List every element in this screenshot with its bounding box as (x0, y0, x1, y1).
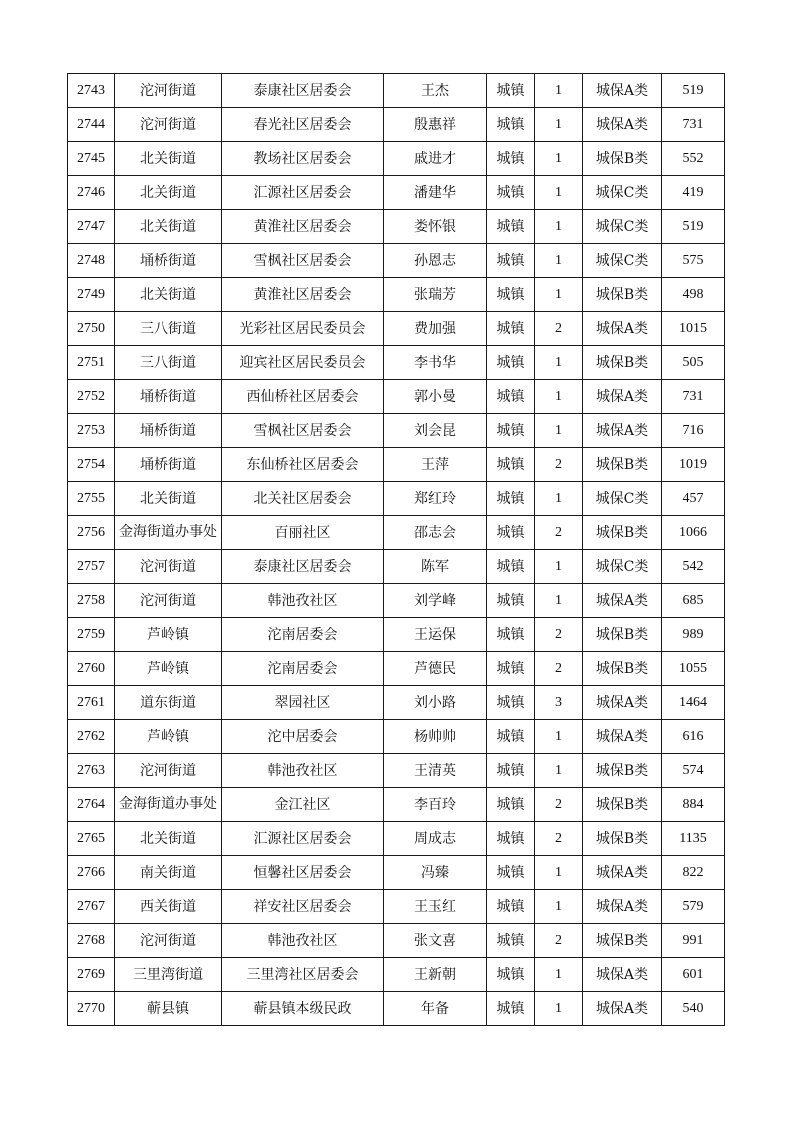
cell-monthly-amount: 685 (662, 584, 725, 618)
cell-household-type: 城镇 (487, 74, 535, 108)
cell-serial-number: 2746 (68, 176, 115, 210)
cell-monthly-amount: 542 (662, 550, 725, 584)
cell-street-office: 芦岭镇 (115, 618, 222, 652)
cell-serial-number: 2763 (68, 754, 115, 788)
cell-street-office: 芦岭镇 (115, 720, 222, 754)
cell-household-type: 城镇 (487, 754, 535, 788)
cell-community: 西仙桥社区居委会 (222, 380, 384, 414)
cell-household-type: 城镇 (487, 244, 535, 278)
cell-monthly-amount: 616 (662, 720, 725, 754)
cell-household-size: 1 (535, 414, 583, 448)
cell-household-type: 城镇 (487, 278, 535, 312)
table-row (68, 346, 725, 380)
cell-street-office: 蕲县镇 (115, 992, 222, 1026)
cell-household-size: 2 (535, 448, 583, 482)
cell-household-type: 城镇 (487, 584, 535, 618)
cell-household-type: 城镇 (487, 142, 535, 176)
table-row (68, 618, 725, 652)
cell-household-type: 城镇 (487, 652, 535, 686)
cell-street-office: 北关街道 (115, 176, 222, 210)
cell-household-size: 1 (535, 890, 583, 924)
cell-monthly-amount: 457 (662, 482, 725, 516)
cell-community: 恒馨社区居委会 (222, 856, 384, 890)
cell-household-type: 城镇 (487, 210, 535, 244)
cell-recipient-name: 王杰 (384, 74, 487, 108)
cell-assistance-category: 城保B类 (583, 618, 662, 652)
table-row (68, 74, 725, 108)
cell-monthly-amount: 991 (662, 924, 725, 958)
cell-street-office: 沱河街道 (115, 924, 222, 958)
cell-street-office: 芦岭镇 (115, 652, 222, 686)
cell-household-type: 城镇 (487, 448, 535, 482)
cell-street-office: 金海街道办事处 (115, 788, 222, 822)
cell-household-size: 2 (535, 822, 583, 856)
cell-community: 沱中居委会 (222, 720, 384, 754)
cell-community: 沱南居委会 (222, 618, 384, 652)
cell-monthly-amount: 601 (662, 958, 725, 992)
cell-serial-number: 2760 (68, 652, 115, 686)
cell-recipient-name: 王运保 (384, 618, 487, 652)
cell-community: 教场社区居委会 (222, 142, 384, 176)
cell-serial-number: 2757 (68, 550, 115, 584)
cell-recipient-name: 冯臻 (384, 856, 487, 890)
cell-street-office: 埇桥街道 (115, 414, 222, 448)
cell-household-size: 1 (535, 74, 583, 108)
cell-recipient-name: 杨帅帅 (384, 720, 487, 754)
cell-assistance-category: 城保B类 (583, 278, 662, 312)
cell-serial-number: 2754 (68, 448, 115, 482)
cell-monthly-amount: 498 (662, 278, 725, 312)
cell-household-type: 城镇 (487, 992, 535, 1026)
cell-household-type: 城镇 (487, 516, 535, 550)
cell-household-size: 1 (535, 584, 583, 618)
cell-community: 韩池孜社区 (222, 754, 384, 788)
cell-recipient-name: 李书华 (384, 346, 487, 380)
cell-recipient-name: 王玉红 (384, 890, 487, 924)
cell-community: 韩池孜社区 (222, 924, 384, 958)
cell-community: 雪枫社区居委会 (222, 414, 384, 448)
cell-serial-number: 2767 (68, 890, 115, 924)
cell-serial-number: 2762 (68, 720, 115, 754)
cell-street-office: 道东街道 (115, 686, 222, 720)
cell-monthly-amount: 519 (662, 74, 725, 108)
cell-assistance-category: 城保C类 (583, 176, 662, 210)
cell-recipient-name: 张瑞芳 (384, 278, 487, 312)
cell-household-type: 城镇 (487, 380, 535, 414)
table-row (68, 924, 725, 958)
cell-household-size: 2 (535, 652, 583, 686)
cell-assistance-category: 城保B类 (583, 142, 662, 176)
cell-serial-number: 2769 (68, 958, 115, 992)
cell-street-office: 埇桥街道 (115, 244, 222, 278)
table-row (68, 278, 725, 312)
cell-household-size: 2 (535, 312, 583, 346)
cell-street-office: 北关街道 (115, 142, 222, 176)
cell-recipient-name: 郭小曼 (384, 380, 487, 414)
cell-recipient-name: 潘建华 (384, 176, 487, 210)
cell-assistance-category: 城保A类 (583, 108, 662, 142)
cell-serial-number: 2761 (68, 686, 115, 720)
cell-street-office: 沱河街道 (115, 584, 222, 618)
table-row (68, 686, 725, 720)
cell-recipient-name: 刘会昆 (384, 414, 487, 448)
cell-serial-number: 2765 (68, 822, 115, 856)
cell-household-size: 3 (535, 686, 583, 720)
cell-monthly-amount: 884 (662, 788, 725, 822)
cell-street-office: 北关街道 (115, 822, 222, 856)
cell-community: 东仙桥社区居委会 (222, 448, 384, 482)
cell-household-type: 城镇 (487, 176, 535, 210)
cell-monthly-amount: 731 (662, 380, 725, 414)
cell-household-size: 1 (535, 958, 583, 992)
cell-household-type: 城镇 (487, 822, 535, 856)
cell-household-size: 1 (535, 856, 583, 890)
table-row (68, 244, 725, 278)
cell-serial-number: 2743 (68, 74, 115, 108)
table-row (68, 788, 725, 822)
cell-assistance-category: 城保C类 (583, 482, 662, 516)
cell-assistance-category: 城保B类 (583, 822, 662, 856)
cell-community: 蕲县镇本级民政 (222, 992, 384, 1026)
cell-monthly-amount: 419 (662, 176, 725, 210)
cell-monthly-amount: 575 (662, 244, 725, 278)
cell-monthly-amount: 1055 (662, 652, 725, 686)
table-row (68, 890, 725, 924)
cell-recipient-name: 王清英 (384, 754, 487, 788)
cell-community: 沱南居委会 (222, 652, 384, 686)
cell-community: 汇源社区居委会 (222, 176, 384, 210)
cell-household-size: 1 (535, 244, 583, 278)
cell-assistance-category: 城保C类 (583, 244, 662, 278)
cell-serial-number: 2744 (68, 108, 115, 142)
cell-community: 雪枫社区居委会 (222, 244, 384, 278)
cell-street-office: 三里湾街道 (115, 958, 222, 992)
cell-street-office: 沱河街道 (115, 550, 222, 584)
cell-community: 泰康社区居委会 (222, 74, 384, 108)
cell-assistance-category: 城保A类 (583, 584, 662, 618)
cell-serial-number: 2759 (68, 618, 115, 652)
cell-monthly-amount: 505 (662, 346, 725, 380)
cell-community: 翠园社区 (222, 686, 384, 720)
table-row (68, 754, 725, 788)
table-row (68, 414, 725, 448)
cell-monthly-amount: 731 (662, 108, 725, 142)
cell-recipient-name: 陈军 (384, 550, 487, 584)
cell-monthly-amount: 1066 (662, 516, 725, 550)
cell-household-type: 城镇 (487, 686, 535, 720)
cell-assistance-category: 城保A类 (583, 992, 662, 1026)
cell-street-office: 西关街道 (115, 890, 222, 924)
cell-monthly-amount: 1015 (662, 312, 725, 346)
cell-recipient-name: 殷惠祥 (384, 108, 487, 142)
cell-community: 泰康社区居委会 (222, 550, 384, 584)
cell-street-office: 三八街道 (115, 346, 222, 380)
table-row (68, 210, 725, 244)
cell-assistance-category: 城保A类 (583, 686, 662, 720)
cell-household-type: 城镇 (487, 482, 535, 516)
cell-household-type: 城镇 (487, 312, 535, 346)
cell-assistance-category: 城保A类 (583, 380, 662, 414)
cell-household-size: 1 (535, 346, 583, 380)
cell-assistance-category: 城保A类 (583, 890, 662, 924)
cell-recipient-name: 王新朝 (384, 958, 487, 992)
cell-monthly-amount: 716 (662, 414, 725, 448)
cell-monthly-amount: 822 (662, 856, 725, 890)
cell-household-size: 1 (535, 176, 583, 210)
cell-household-type: 城镇 (487, 720, 535, 754)
cell-household-size: 1 (535, 992, 583, 1026)
cell-assistance-category: 城保B类 (583, 516, 662, 550)
cell-serial-number: 2766 (68, 856, 115, 890)
cell-assistance-category: 城保B类 (583, 448, 662, 482)
cell-household-size: 2 (535, 618, 583, 652)
cell-community: 百丽社区 (222, 516, 384, 550)
table-row (68, 448, 725, 482)
cell-monthly-amount: 574 (662, 754, 725, 788)
cell-household-size: 1 (535, 278, 583, 312)
cell-street-office: 埇桥街道 (115, 448, 222, 482)
table-row (68, 516, 725, 550)
table-row (68, 822, 725, 856)
table-row (68, 176, 725, 210)
table-row (68, 992, 725, 1026)
table-row (68, 108, 725, 142)
cell-recipient-name: 刘小路 (384, 686, 487, 720)
cell-recipient-name: 邵志会 (384, 516, 487, 550)
table-row (68, 312, 725, 346)
cell-recipient-name: 周成志 (384, 822, 487, 856)
cell-street-office: 北关街道 (115, 482, 222, 516)
cell-assistance-category: 城保B类 (583, 788, 662, 822)
cell-household-size: 1 (535, 482, 583, 516)
cell-community: 祥安社区居委会 (222, 890, 384, 924)
cell-household-size: 1 (535, 108, 583, 142)
cell-assistance-category: 城保A类 (583, 414, 662, 448)
cell-serial-number: 2748 (68, 244, 115, 278)
cell-community: 光彩社区居民委员会 (222, 312, 384, 346)
cell-community: 三里湾社区居委会 (222, 958, 384, 992)
cell-household-type: 城镇 (487, 958, 535, 992)
cell-recipient-name: 费加强 (384, 312, 487, 346)
table-row (68, 856, 725, 890)
cell-street-office: 埇桥街道 (115, 380, 222, 414)
cell-household-size: 2 (535, 788, 583, 822)
cell-household-size: 1 (535, 142, 583, 176)
cell-serial-number: 2750 (68, 312, 115, 346)
cell-monthly-amount: 1464 (662, 686, 725, 720)
cell-recipient-name: 郑红玲 (384, 482, 487, 516)
cell-monthly-amount: 519 (662, 210, 725, 244)
cell-serial-number: 2747 (68, 210, 115, 244)
cell-household-size: 2 (535, 924, 583, 958)
cell-monthly-amount: 1019 (662, 448, 725, 482)
cell-assistance-category: 城保C类 (583, 210, 662, 244)
cell-serial-number: 2752 (68, 380, 115, 414)
cell-community: 春光社区居委会 (222, 108, 384, 142)
cell-monthly-amount: 579 (662, 890, 725, 924)
table-row (68, 142, 725, 176)
cell-community: 韩池孜社区 (222, 584, 384, 618)
cell-street-office: 三八街道 (115, 312, 222, 346)
cell-recipient-name: 戚进才 (384, 142, 487, 176)
cell-household-type: 城镇 (487, 346, 535, 380)
cell-street-office: 沱河街道 (115, 754, 222, 788)
cell-recipient-name: 年备 (384, 992, 487, 1026)
relief-roster-table (67, 73, 725, 1026)
cell-street-office: 南关街道 (115, 856, 222, 890)
cell-serial-number: 2755 (68, 482, 115, 516)
cell-household-size: 1 (535, 380, 583, 414)
cell-monthly-amount: 989 (662, 618, 725, 652)
table-row (68, 652, 725, 686)
table-row (68, 550, 725, 584)
cell-serial-number: 2751 (68, 346, 115, 380)
cell-household-size: 1 (535, 210, 583, 244)
cell-recipient-name: 刘学峰 (384, 584, 487, 618)
cell-recipient-name: 孙恩志 (384, 244, 487, 278)
cell-assistance-category: 城保B类 (583, 346, 662, 380)
cell-recipient-name: 张文喜 (384, 924, 487, 958)
cell-recipient-name: 王萍 (384, 448, 487, 482)
cell-recipient-name: 李百玲 (384, 788, 487, 822)
table-body (68, 74, 725, 1026)
cell-household-size: 2 (535, 516, 583, 550)
cell-monthly-amount: 540 (662, 992, 725, 1026)
cell-serial-number: 2745 (68, 142, 115, 176)
cell-household-type: 城镇 (487, 924, 535, 958)
cell-household-type: 城镇 (487, 108, 535, 142)
cell-assistance-category: 城保A类 (583, 958, 662, 992)
cell-assistance-category: 城保A类 (583, 312, 662, 346)
cell-household-type: 城镇 (487, 890, 535, 924)
cell-household-size: 1 (535, 720, 583, 754)
cell-serial-number: 2758 (68, 584, 115, 618)
cell-monthly-amount: 1135 (662, 822, 725, 856)
cell-household-type: 城镇 (487, 414, 535, 448)
table-row (68, 584, 725, 618)
cell-street-office: 沱河街道 (115, 74, 222, 108)
cell-community: 黄淮社区居委会 (222, 210, 384, 244)
cell-street-office: 金海街道办事处 (115, 516, 222, 550)
cell-recipient-name: 芦德民 (384, 652, 487, 686)
cell-street-office: 北关街道 (115, 210, 222, 244)
cell-household-size: 1 (535, 550, 583, 584)
cell-household-type: 城镇 (487, 550, 535, 584)
table-row (68, 380, 725, 414)
cell-street-office: 沱河街道 (115, 108, 222, 142)
table-row (68, 958, 725, 992)
cell-monthly-amount: 552 (662, 142, 725, 176)
cell-household-type: 城镇 (487, 856, 535, 890)
table-row (68, 482, 725, 516)
cell-assistance-category: 城保B类 (583, 754, 662, 788)
cell-household-type: 城镇 (487, 788, 535, 822)
cell-household-size: 1 (535, 754, 583, 788)
cell-serial-number: 2753 (68, 414, 115, 448)
cell-assistance-category: 城保A类 (583, 720, 662, 754)
cell-street-office: 北关街道 (115, 278, 222, 312)
cell-serial-number: 2756 (68, 516, 115, 550)
cell-community: 北关社区居委会 (222, 482, 384, 516)
cell-community: 金江社区 (222, 788, 384, 822)
cell-recipient-name: 娄怀银 (384, 210, 487, 244)
cell-community: 汇源社区居委会 (222, 822, 384, 856)
cell-serial-number: 2770 (68, 992, 115, 1026)
cell-assistance-category: 城保C类 (583, 550, 662, 584)
cell-assistance-category: 城保A类 (583, 856, 662, 890)
table-row (68, 720, 725, 754)
cell-serial-number: 2768 (68, 924, 115, 958)
cell-assistance-category: 城保B类 (583, 924, 662, 958)
cell-household-type: 城镇 (487, 618, 535, 652)
cell-community: 迎宾社区居民委员会 (222, 346, 384, 380)
cell-community: 黄淮社区居委会 (222, 278, 384, 312)
cell-serial-number: 2749 (68, 278, 115, 312)
cell-serial-number: 2764 (68, 788, 115, 822)
cell-assistance-category: 城保A类 (583, 74, 662, 108)
cell-assistance-category: 城保B类 (583, 652, 662, 686)
